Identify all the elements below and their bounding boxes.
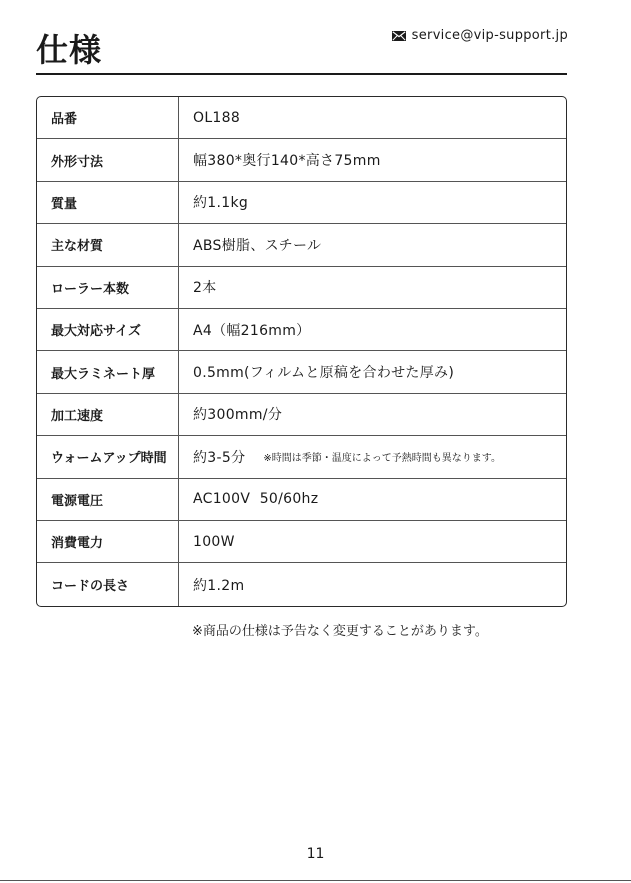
spec-value: ABS樹脂、スチール — [193, 237, 322, 254]
table-row — [37, 139, 566, 181]
spec-value: 0.5mm(フィルムと原稿を合わせた厚み) — [193, 365, 455, 382]
contact-email — [392, 28, 568, 43]
table-row — [37, 182, 566, 224]
table-row — [37, 224, 566, 266]
spec-value: 約3-5分 ※時間は季節・温度によって予熱時間も異なります。 — [193, 449, 501, 466]
spec-value: 100W — [193, 533, 235, 550]
table-row — [37, 351, 566, 393]
table-row — [37, 97, 566, 139]
title-underline — [36, 73, 567, 75]
email-address[interactable]: service@vip-support.jp — [411, 28, 568, 43]
spec-value: OL188 — [193, 109, 241, 126]
spec-label: 外形寸法 — [37, 139, 179, 180]
spec-label: 質量 — [37, 182, 179, 223]
spec-note: ※時間は季節・温度によって予熱時間も異なります。 — [263, 453, 501, 465]
spec-value: 約1.2m — [193, 577, 245, 594]
spec-label: 消費電力 — [37, 521, 179, 562]
page-title: 仕様 — [36, 31, 103, 69]
spec-label: 電源電圧 — [37, 479, 179, 520]
table-row — [37, 563, 566, 606]
spec-label: 加工速度 — [37, 394, 179, 435]
spec-value: AC100V 50/60hz — [193, 491, 319, 508]
table-row — [37, 267, 566, 309]
spec-label: 最大対応サイズ — [37, 309, 179, 350]
spec-label: ウォームアップ時間 — [37, 436, 179, 477]
table-row — [37, 309, 566, 351]
spec-label: 品番 — [37, 97, 179, 138]
spec-value: 幅380*奥行140*高さ75mm — [193, 153, 381, 170]
page-number: 11 — [306, 846, 325, 862]
spec-value: A4（幅216mm） — [193, 322, 311, 339]
table-row — [37, 479, 566, 521]
spec-value: 2本 — [193, 280, 217, 297]
table-row — [37, 521, 566, 563]
spec-value: 約1.1kg — [193, 195, 249, 212]
spec-label: コードの長さ — [37, 563, 179, 606]
spec-label: 最大ラミネート厚 — [37, 351, 179, 392]
footnote: ※商品の仕様は予告なく変更することがあります。 — [192, 624, 488, 639]
table-row — [37, 436, 566, 478]
mail-icon — [392, 31, 406, 41]
table-row — [37, 394, 566, 436]
spec-value: 約300mm/分 — [193, 407, 283, 424]
spec-label: ローラー本数 — [37, 267, 179, 308]
spec-table — [36, 96, 567, 607]
spec-label: 主な材質 — [37, 224, 179, 265]
bottom-rule — [0, 880, 631, 881]
